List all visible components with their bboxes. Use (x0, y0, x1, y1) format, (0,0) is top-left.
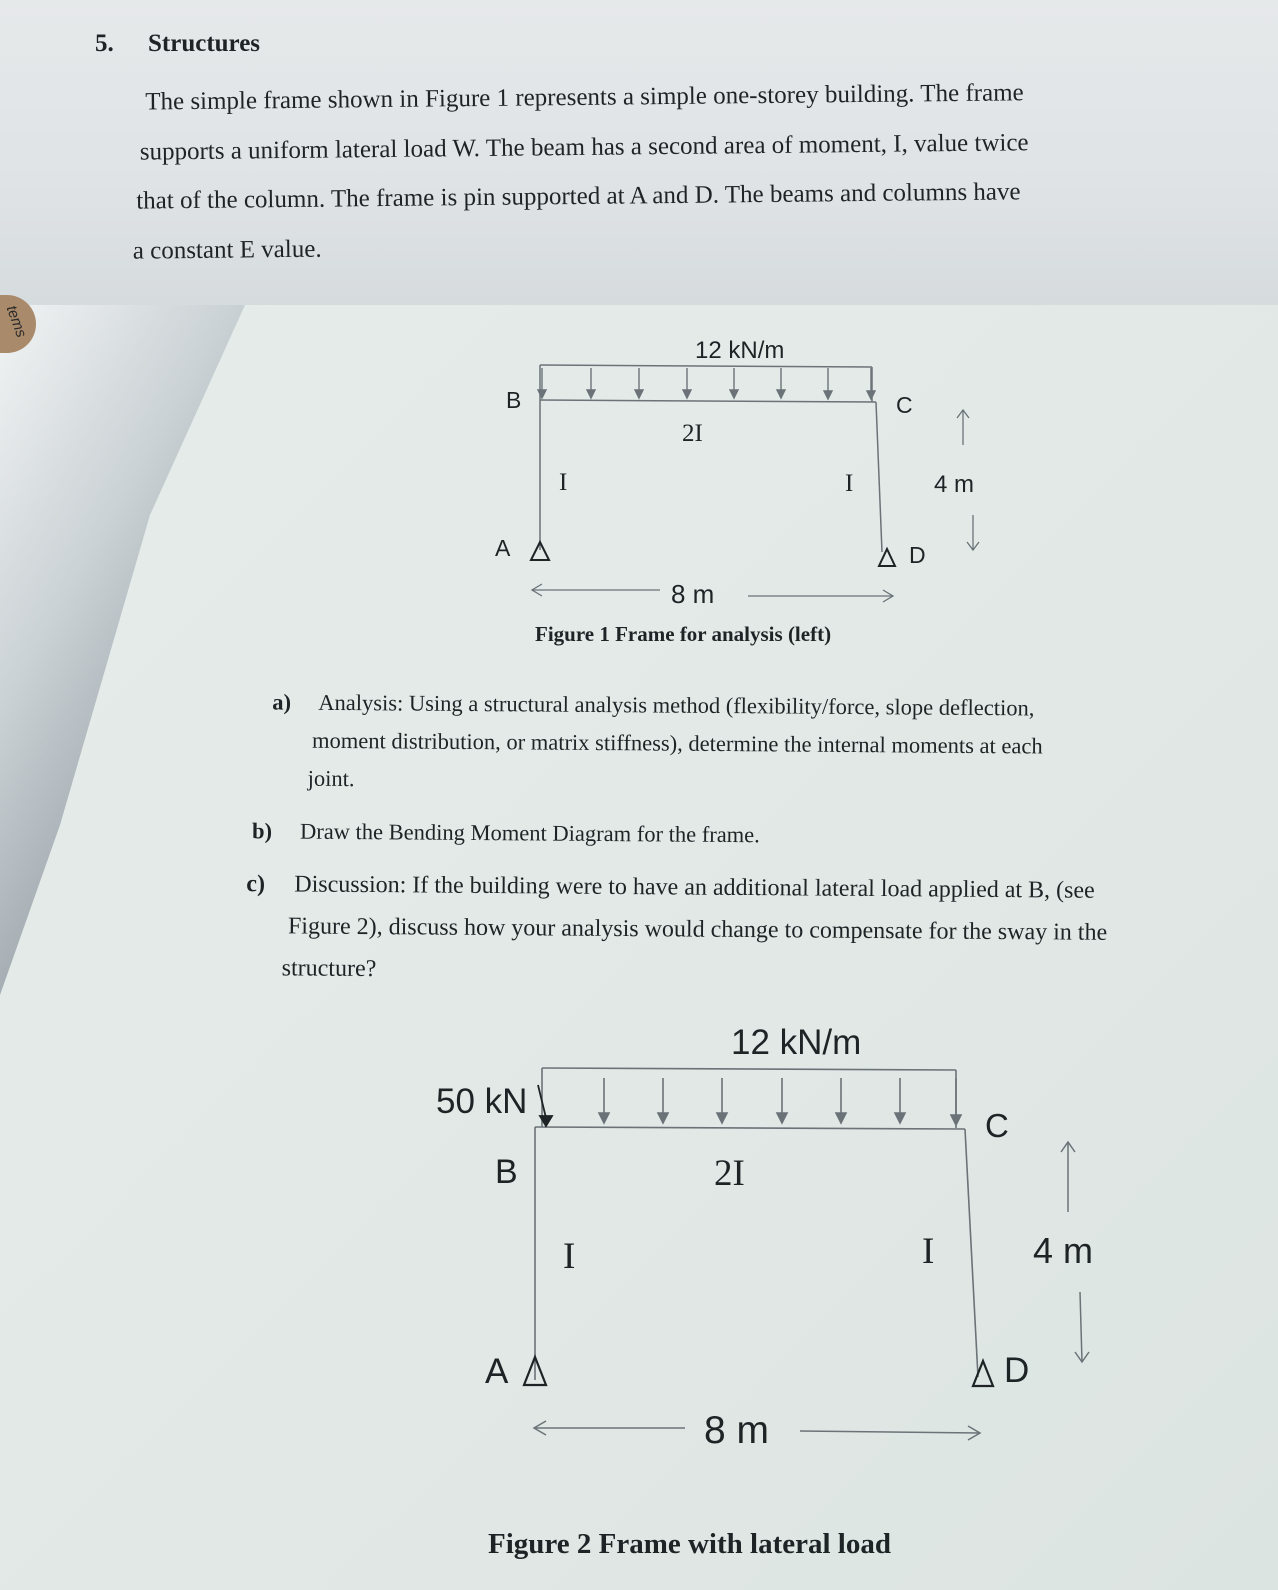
question-title: Structures (148, 30, 261, 57)
beam-inertia-label: 2I (714, 1153, 745, 1194)
part-a-line: moment distribution, or matrix stiffness), determine the internal moments at each (311, 727, 1043, 759)
side-tab-label: tems (2, 303, 30, 340)
part-b (252, 811, 952, 856)
part-c-line: Discussion: If the building were to have an additional lateral load applied at B, (see (294, 871, 1095, 904)
load-box-top (542, 1068, 956, 1070)
span-label: 8 m (671, 579, 715, 609)
distributed-load-label: 12 kN/m (695, 337, 785, 364)
distributed-load-label: 12 kN/m (731, 1023, 862, 1062)
part-c-line: structure? (281, 955, 377, 983)
node-a-label: A (495, 535, 511, 561)
figure-2-caption: Figure 2 Frame with lateral load (488, 1528, 891, 1560)
intro-line: The simple frame shown in Figure 1 represents a simple one-storey building. The frame (145, 79, 1024, 116)
part-a-line: joint. (307, 765, 355, 792)
left-column-inertia-label: I (559, 469, 568, 496)
lateral-load-arrow (538, 1085, 552, 1126)
part-a (272, 682, 1173, 809)
column-cd (876, 402, 882, 552)
intro-line: supports a uniform lateral load W. The beam has a second area of moment, I, value twice (139, 128, 1029, 166)
lateral-load-label: 50 kN (436, 1082, 528, 1121)
part-c-line: Figure 2), discuss how your analysis would change to compensate for the sway in the (287, 913, 1108, 946)
node-b-label: B (506, 387, 522, 413)
beam-bc (540, 400, 876, 402)
part-c-label: c) (246, 871, 266, 898)
part-b-label: b) (251, 818, 273, 844)
part-b-line: Draw the Bending Moment Diagram for the frame. (299, 818, 760, 848)
span-arrow-right (800, 1431, 980, 1433)
intro-line: a constant E value. (132, 235, 322, 265)
load-box-top (540, 365, 872, 367)
figure-1-caption: Figure 1 Frame for analysis (left) (535, 622, 832, 646)
height-label: 4 m (934, 471, 975, 498)
node-a-label: A (485, 1352, 509, 1391)
part-a-label: a) (272, 689, 292, 715)
load-arrows (538, 368, 875, 399)
beam-inertia-label: 2I (682, 420, 703, 447)
height-arrow-down (1080, 1292, 1082, 1362)
right-column-inertia-label: I (922, 1231, 935, 1272)
left-column-inertia-label: I (563, 1236, 576, 1277)
node-d-label: D (1004, 1351, 1030, 1390)
node-d-label: D (909, 542, 926, 568)
node-c-label: C (985, 1107, 1009, 1144)
pin-support-d (973, 1361, 993, 1386)
right-column-inertia-label: I (845, 470, 854, 497)
load-arrows (599, 1078, 961, 1125)
height-label: 4 m (1033, 1230, 1094, 1271)
node-c-label: C (896, 392, 913, 418)
question-intro (131, 66, 1213, 275)
span-label: 8 m (704, 1409, 770, 1452)
column-cd (965, 1129, 978, 1377)
part-c (246, 864, 1247, 997)
part-a-line: Analysis: Using a structural analysis method (flexibility/force, slope deflection, (318, 689, 1035, 721)
intro-line: that of the column. The frame is pin supported at A and D. The beams and columns have (136, 178, 1021, 215)
figure-1-diagram (0, 320, 1278, 620)
beam-bc (535, 1127, 965, 1129)
node-b-label: B (495, 1153, 518, 1191)
question-number: 5. (95, 30, 114, 57)
figure-2-diagram (0, 1020, 1278, 1460)
